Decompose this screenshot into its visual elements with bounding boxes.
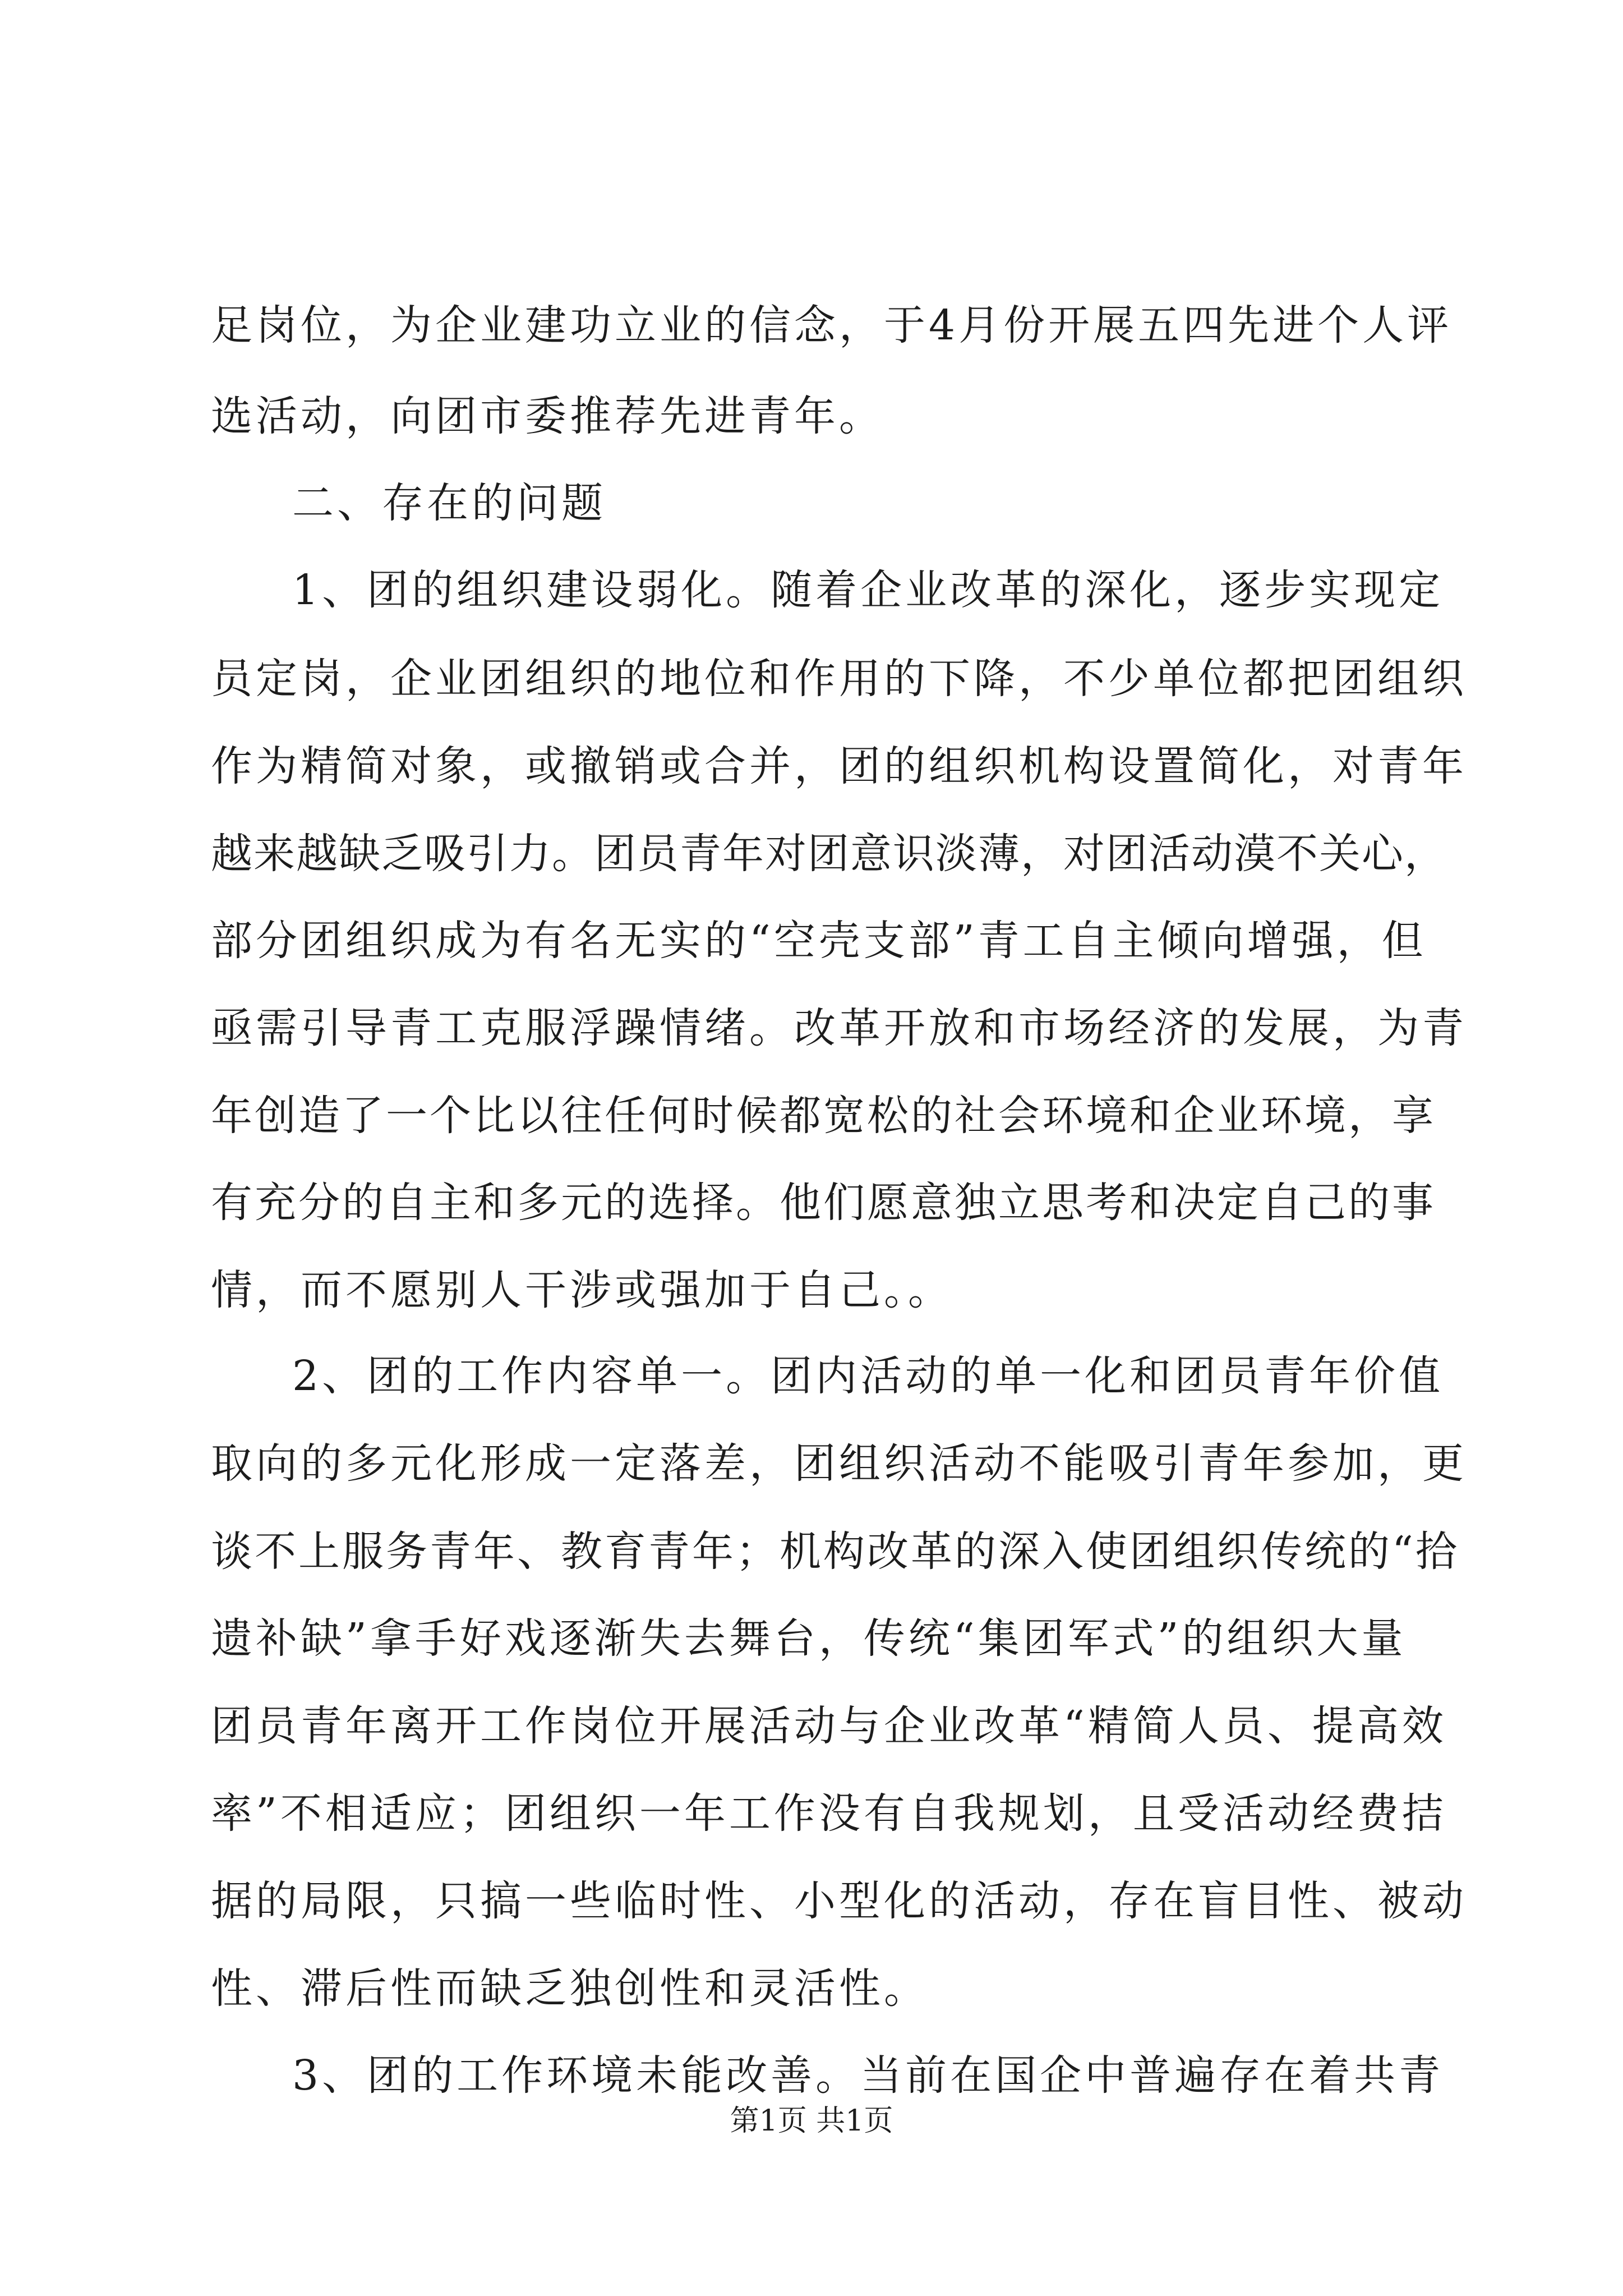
text-line: 3、团的工作环境未能改善。当前在国企中普遍存在着共青 [292, 2051, 1444, 2100]
text-line: 据的局限，只搞一些临时性、小型化的活动，存在盲目性、被动 [211, 1877, 1467, 1925]
text-line: 2、团的工作内容单一。团内活动的单一化和团员青年价值 [292, 1352, 1444, 1400]
text-line: 员定岗，企业团组织的地位和作用的下降，不少单位都把团组织 [211, 655, 1467, 703]
text-line: 情，而不愿别人干涉或强加于自己。。 [211, 1266, 953, 1314]
text-line: 性、滞后性而缺乏独创性和灵活性。 [211, 1964, 929, 2013]
text-line: 作为精简对象，或撤销或合并，团的组织机构设置简化，对青年 [211, 742, 1467, 790]
text-line: 选活动，向团市委推荐先进青年。 [211, 392, 884, 440]
section-heading: 二、存在的问题 [292, 479, 606, 527]
text-line: 率”不相适应；团组织一年工作没有自我规划，且受活动经费拮 [211, 1789, 1447, 1838]
text-line: 亟需引导青工克服浮躁情绪。改革开放和市场经济的发展，为青 [211, 1004, 1467, 1052]
text-line: 谈不上服务青年、教育青年；机构改革的深入使团组织传统的“拾 [211, 1527, 1459, 1576]
text-line: 足岗位，为企业建功立业的信念，于4月份开展五四先进个人评 [211, 301, 1453, 349]
text-line: 有充分的自主和多元的选择。他们愿意独立思考和决定自己的事 [211, 1179, 1436, 1227]
text-line: 1、团的组织建设弱化。随着企业改革的深化，逐步实现定 [292, 566, 1444, 614]
text-line: 年创造了一个比以往任何时候都宽松的社会环境和企业环境，享 [211, 1092, 1436, 1140]
text-line: 部分团组织成为有名无实的“空壳支部”青工自主倾向增强，但 [211, 917, 1427, 965]
page-footer: 第1页 共1页 [730, 2104, 893, 2138]
text-line: 团员青年离开工作岗位开展活动与企业改革“精简人员、提高效 [211, 1702, 1447, 1750]
text-line: 越来越缺乏吸引力。团员青年对团意识淡薄，对团活动漠不关心， [211, 830, 1447, 878]
text-line: 遗补缺”拿手好戏逐渐失去舞台，传统“集团军式”的组织大量 [211, 1614, 1407, 1663]
text-line: 取向的多元化形成一定落差，团组织活动不能吸引青年参加，更 [211, 1439, 1467, 1488]
